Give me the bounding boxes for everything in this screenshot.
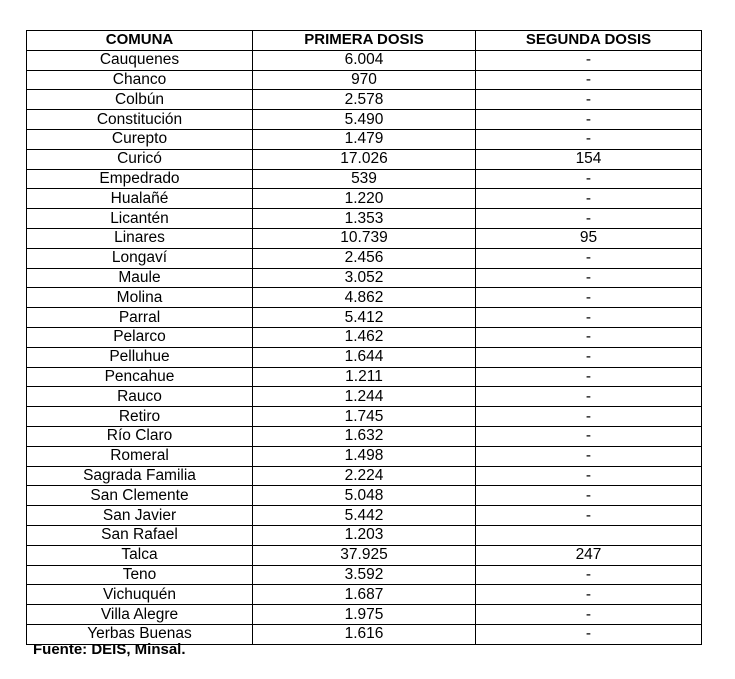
segunda-dosis-cell: - bbox=[476, 248, 702, 268]
primera-dosis-cell: 1.616 bbox=[253, 624, 476, 644]
table-row bbox=[27, 347, 702, 367]
table-row bbox=[27, 466, 702, 486]
primera-dosis-cell: 1.975 bbox=[253, 605, 476, 625]
comuna-cell: Curicó bbox=[27, 149, 253, 169]
table-row bbox=[27, 446, 702, 466]
primera-dosis-cell: 1.687 bbox=[253, 585, 476, 605]
table-row bbox=[27, 110, 702, 130]
table-row bbox=[27, 50, 702, 70]
primera-dosis-cell: 10.739 bbox=[253, 228, 476, 248]
table-row bbox=[27, 387, 702, 407]
primera-dosis-cell: 3.052 bbox=[253, 268, 476, 288]
comuna-cell: Pelluhue bbox=[27, 347, 253, 367]
vaccination-table bbox=[26, 30, 702, 645]
segunda-dosis-cell: - bbox=[476, 347, 702, 367]
table-row bbox=[27, 426, 702, 446]
table-row bbox=[27, 545, 702, 565]
segunda-dosis-cell: 95 bbox=[476, 228, 702, 248]
segunda-dosis-cell: - bbox=[476, 308, 702, 328]
comuna-cell: Empedrado bbox=[27, 169, 253, 189]
segunda-dosis-cell: - bbox=[476, 387, 702, 407]
segunda-dosis-cell: - bbox=[476, 506, 702, 526]
comuna-cell: Longaví bbox=[27, 248, 253, 268]
primera-dosis-cell: 5.490 bbox=[253, 110, 476, 130]
primera-dosis-cell: 3.592 bbox=[253, 565, 476, 585]
primera-dosis-cell: 970 bbox=[253, 70, 476, 90]
segunda-dosis-cell: - bbox=[476, 426, 702, 446]
comuna-cell: Sagrada Familia bbox=[27, 466, 253, 486]
comuna-cell: Pencahue bbox=[27, 367, 253, 387]
primera-dosis-cell: 1.353 bbox=[253, 209, 476, 229]
table-row bbox=[27, 407, 702, 427]
table-row bbox=[27, 129, 702, 149]
comuna-cell: Molina bbox=[27, 288, 253, 308]
primera-dosis-cell: 1.498 bbox=[253, 446, 476, 466]
segunda-dosis-cell: - bbox=[476, 288, 702, 308]
table-row bbox=[27, 585, 702, 605]
primera-dosis-cell: 1.203 bbox=[253, 525, 476, 545]
table-row bbox=[27, 506, 702, 526]
segunda-dosis-cell: - bbox=[476, 605, 702, 625]
primera-dosis-cell: 5.412 bbox=[253, 308, 476, 328]
comuna-cell: Romeral bbox=[27, 446, 253, 466]
segunda-dosis-cell bbox=[476, 525, 702, 545]
segunda-dosis-cell: 154 bbox=[476, 149, 702, 169]
comuna-cell: Hualañé bbox=[27, 189, 253, 209]
table-row bbox=[27, 228, 702, 248]
segunda-dosis-cell: - bbox=[476, 367, 702, 387]
comuna-cell: Villa Alegre bbox=[27, 605, 253, 625]
table-row bbox=[27, 70, 702, 90]
comuna-cell: Constitución bbox=[27, 110, 253, 130]
table-row bbox=[27, 288, 702, 308]
table-row bbox=[27, 605, 702, 625]
comuna-cell: San Rafael bbox=[27, 525, 253, 545]
segunda-dosis-cell: - bbox=[476, 189, 702, 209]
primera-dosis-cell: 1.211 bbox=[253, 367, 476, 387]
segunda-dosis-cell: - bbox=[476, 110, 702, 130]
table-row bbox=[27, 149, 702, 169]
primera-dosis-cell: 2.224 bbox=[253, 466, 476, 486]
segunda-dosis-cell: - bbox=[476, 169, 702, 189]
segunda-dosis-cell: - bbox=[476, 90, 702, 110]
segunda-dosis-cell: - bbox=[476, 50, 702, 70]
comuna-cell: Linares bbox=[27, 228, 253, 248]
comuna-cell: Colbún bbox=[27, 90, 253, 110]
segunda-dosis-cell: - bbox=[476, 486, 702, 506]
primera-dosis-cell: 5.048 bbox=[253, 486, 476, 506]
table-row bbox=[27, 308, 702, 328]
primera-dosis-cell: 6.004 bbox=[253, 50, 476, 70]
comuna-cell: San Javier bbox=[27, 506, 253, 526]
comuna-cell: Chanco bbox=[27, 70, 253, 90]
table-row bbox=[27, 189, 702, 209]
source-note: Fuente: DEIS, Minsal. bbox=[33, 641, 186, 658]
segunda-dosis-cell: - bbox=[476, 209, 702, 229]
table-row bbox=[27, 486, 702, 506]
table-row bbox=[27, 90, 702, 110]
primera-dosis-cell: 1.244 bbox=[253, 387, 476, 407]
segunda-dosis-cell: - bbox=[476, 268, 702, 288]
comuna-cell: Retiro bbox=[27, 407, 253, 427]
primera-dosis-cell: 1.462 bbox=[253, 327, 476, 347]
header-primera-dosis: PRIMERA DOSIS bbox=[253, 31, 476, 51]
table-row bbox=[27, 209, 702, 229]
comuna-cell: Curepto bbox=[27, 129, 253, 149]
comuna-cell: Licantén bbox=[27, 209, 253, 229]
primera-dosis-cell: 2.456 bbox=[253, 248, 476, 268]
comuna-cell: Maule bbox=[27, 268, 253, 288]
primera-dosis-cell: 1.632 bbox=[253, 426, 476, 446]
table-row bbox=[27, 327, 702, 347]
comuna-cell: Teno bbox=[27, 565, 253, 585]
primera-dosis-cell: 1.644 bbox=[253, 347, 476, 367]
comuna-cell: Río Claro bbox=[27, 426, 253, 446]
primera-dosis-cell: 2.578 bbox=[253, 90, 476, 110]
primera-dosis-cell: 37.925 bbox=[253, 545, 476, 565]
table-row bbox=[27, 525, 702, 545]
comuna-cell: Rauco bbox=[27, 387, 253, 407]
primera-dosis-cell: 5.442 bbox=[253, 506, 476, 526]
table-row bbox=[27, 169, 702, 189]
comuna-cell: Yerbas Buenas bbox=[27, 624, 253, 644]
table-row bbox=[27, 565, 702, 585]
primera-dosis-cell: 539 bbox=[253, 169, 476, 189]
segunda-dosis-cell: - bbox=[476, 70, 702, 90]
comuna-cell: Pelarco bbox=[27, 327, 253, 347]
segunda-dosis-cell: - bbox=[476, 565, 702, 585]
segunda-dosis-cell: - bbox=[476, 129, 702, 149]
segunda-dosis-cell: - bbox=[476, 407, 702, 427]
segunda-dosis-cell: 247 bbox=[476, 545, 702, 565]
primera-dosis-cell: 1.745 bbox=[253, 407, 476, 427]
primera-dosis-cell: 4.862 bbox=[253, 288, 476, 308]
comuna-cell: Cauquenes bbox=[27, 50, 253, 70]
table-row bbox=[27, 367, 702, 387]
segunda-dosis-cell: - bbox=[476, 327, 702, 347]
segunda-dosis-cell: - bbox=[476, 624, 702, 644]
table-header-row bbox=[27, 31, 702, 51]
comuna-cell: Talca bbox=[27, 545, 253, 565]
segunda-dosis-cell: - bbox=[476, 446, 702, 466]
table-body bbox=[27, 50, 702, 644]
header-comuna: COMUNA bbox=[27, 31, 253, 51]
comuna-cell: San Clemente bbox=[27, 486, 253, 506]
segunda-dosis-cell: - bbox=[476, 466, 702, 486]
primera-dosis-cell: 1.479 bbox=[253, 129, 476, 149]
comuna-cell: Vichuquén bbox=[27, 585, 253, 605]
primera-dosis-cell: 1.220 bbox=[253, 189, 476, 209]
table-row bbox=[27, 248, 702, 268]
primera-dosis-cell: 17.026 bbox=[253, 149, 476, 169]
header-segunda-dosis: SEGUNDA DOSIS bbox=[476, 31, 702, 51]
segunda-dosis-cell: - bbox=[476, 585, 702, 605]
comuna-cell: Parral bbox=[27, 308, 253, 328]
table-row bbox=[27, 268, 702, 288]
